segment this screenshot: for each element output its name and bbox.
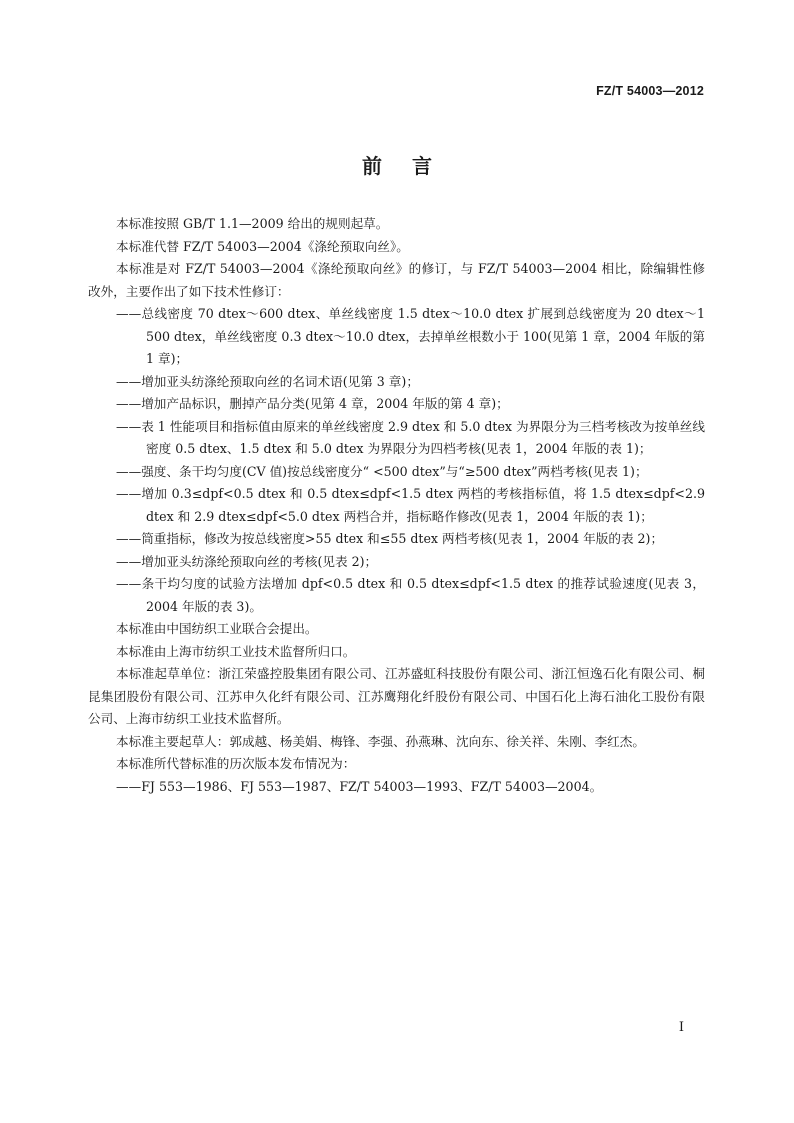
change-item: ——条干均匀度的试验方法增加 dpf<0.5 dtex 和 0.5 dtex≤dpf<1.5 dtex 的推荐试验速度(见表 3，2004 年版的表 3)。 [116, 576, 705, 614]
change-item: ——强度、条干均匀度(CV 值)按总线密度分“ <500 dtex”与“≥500 dtex”两档考核(见表 1)； [116, 463, 648, 479]
change-item: ——增加亚头纺涤纶预取向丝的考核(见表 2)； [116, 553, 378, 569]
foreword-body [88, 213, 705, 798]
change-item: ——增加产品标识，删掉产品分类(见第 4 章，2004 年版的第 4 章)； [116, 396, 509, 411]
change-item: ——增加 0.3≤dpf<0.5 dtex 和 0.5 dtex≤dpf<1.5 dtex 两档的考核指标值，将 1.5 dtex≤dpf<2.9 dtex 和 2.9 dtex≤dpf<5.0 dtex 两档合并，指标略作修改(见表 1，2004 年版的表 1)； [116, 486, 705, 524]
change-item: ——表 1 性能项目和指标值由原来的单丝线密度 2.9 dtex 和 5.0 dtex 为界限分为三档考核改为按单丝线密度 0.5 dtex、1.5 dtex 和 5.0 dtex 为界限分为四档考核(见表 1，2004 年版的表 1)； [116, 418, 705, 456]
paragraph: 本标准按照 GB/T 1.1—2009 给出的规则起草。 [116, 216, 389, 231]
history-list: ——FJ 553—1986、FJ 553—1987、FZ/T 54003—1993、FZ/T 54003—2004。 [116, 778, 603, 794]
paragraph: 本标准是对 FZ/T 54003—2004《涤纶预取向丝》的修订，与 FZ/T 54003—2004 相比，除编辑性修改外，主要作出了如下技术性修订： [88, 261, 705, 299]
paragraph: 本标准代替 FZ/T 54003—2004《涤纶预取向丝》。 [116, 238, 409, 254]
page-number: I [678, 1020, 684, 1035]
change-item: ——筒重指标，修改为按总线密度>55 dtex 和≤55 dtex 两档考核(见表 1，2004 年版的表 2)； [116, 531, 664, 546]
paragraph: 本标准由中国纺织工业联合会提出。 [116, 621, 318, 636]
page-title: 前言 [362, 154, 462, 178]
paragraph: 本标准主要起草人：郭成越、杨美娟、梅锋、李强、孙燕琳、沈向东、徐关祥、朱刚、李红杰。 [116, 733, 645, 749]
change-item: ——总线密度 70 dtex～600 dtex、单丝线密度 1.5 dtex～10.0 dtex 扩展到总线密度为 20 dtex～1 500 dtex，单丝线密度 0.3 dtex～10.0 dtex，去掉单丝根数小于 100(见第 1 章，2004 年版的第 1 章)； [116, 306, 705, 366]
paragraph: 本标准由上海市纺织工业技术监督所归口。 [116, 643, 356, 659]
standard-code: FZ/T 54003—2012 [596, 84, 704, 98]
paragraph: 本标准起草单位：浙江荣盛控股集团有限公司、江苏盛虹科技股份有限公司、浙江恒逸石化有限公司、桐昆集团股份有限公司、江苏申久化纤有限公司、江苏鹰翔化纤股份有限公司、中国石化上海石油化工股份有限公司、上海市纺织工业技术监督所。 [88, 666, 705, 726]
paragraph: 本标准所代替标准的历次版本发布情况为： [116, 756, 356, 771]
change-item: ——增加亚头纺涤纶预取向丝的名词术语(见第 3 章)； [116, 373, 419, 389]
